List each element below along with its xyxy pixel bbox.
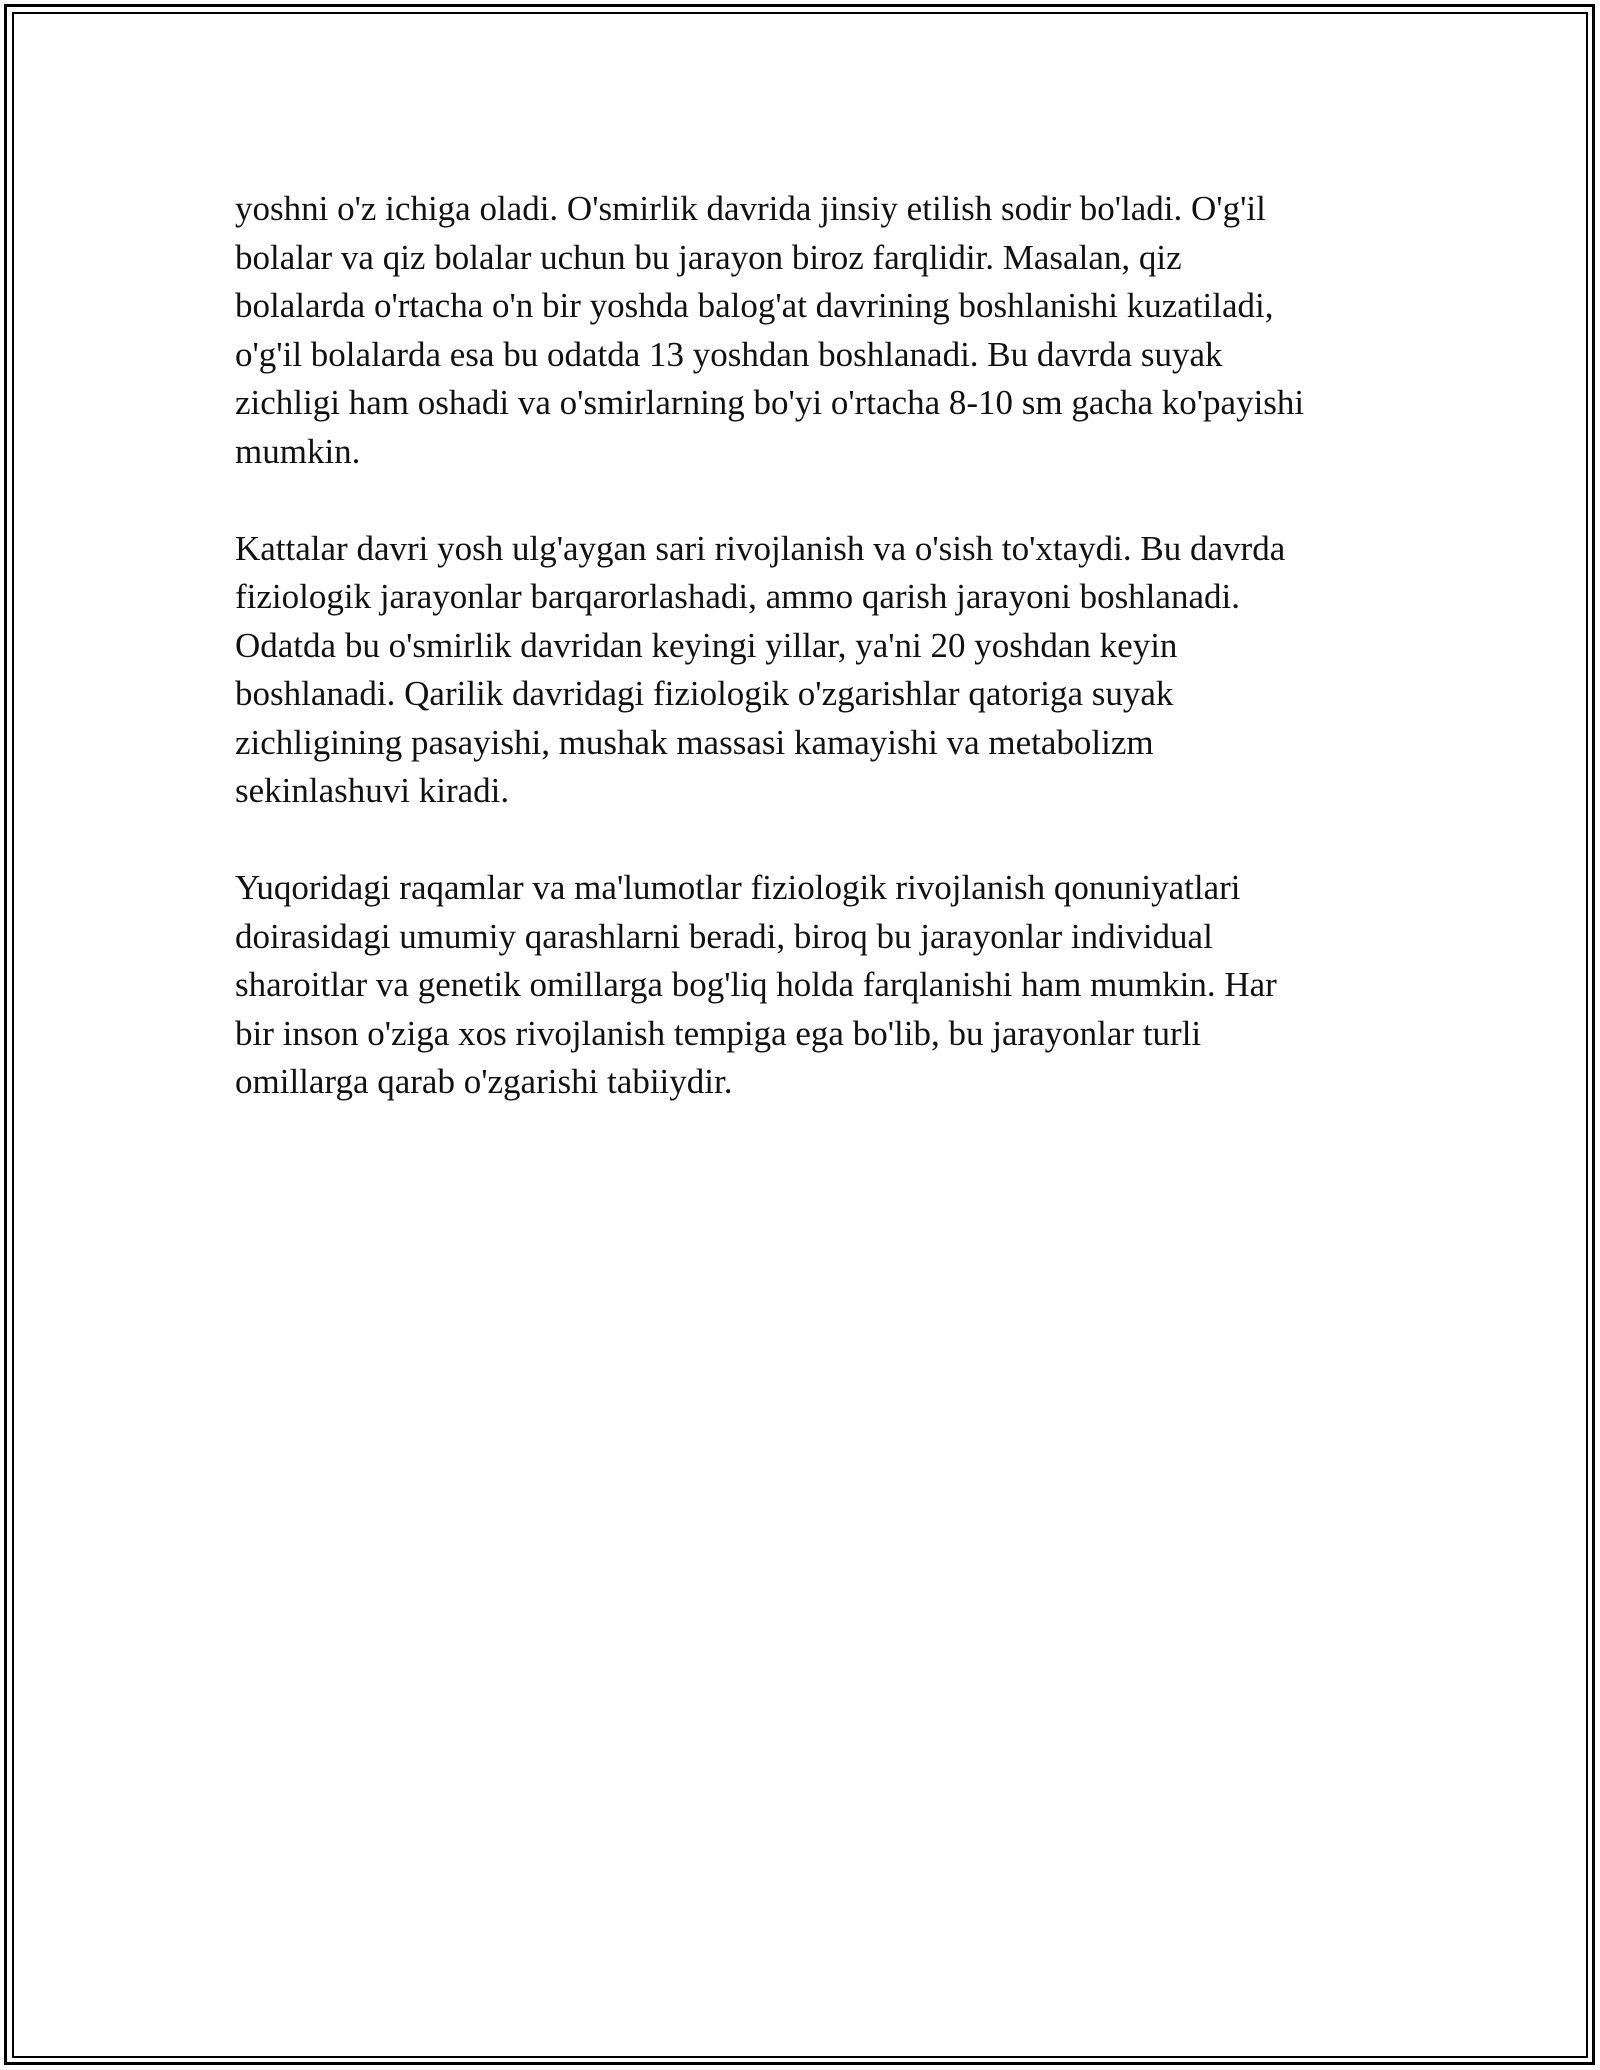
text-line: omillarga qarab o'zgarishi tabiiydir. bbox=[235, 1062, 733, 1101]
text-line: yoshni o'z ichiga oladi. O'smirlik davrida jinsiy etilish sodir bo'ladi. O'g'il bbox=[235, 189, 1266, 228]
text-line: o'g'il bolalarda esa bu odatda 13 yoshdan boshlanadi. Bu davrda suyak bbox=[235, 334, 1223, 374]
text-line: bolalarda o'rtacha o'n bir yoshda balog'at davrining boshlanishi kuzatiladi, bbox=[235, 286, 1274, 325]
text-line: sharoitlar va genetik omillarga bog'liq holda farqlanishi ham mumkin. Har bbox=[235, 965, 1277, 1004]
text-line: Kattalar davri yosh ulg'aygan sari rivojlanish va o'sish to'xtaydi. Bu davrda bbox=[235, 528, 1286, 568]
text-line: sekinlashuvi kiradi. bbox=[235, 771, 510, 810]
text-line: Yuqoridagi raqamlar va ma'lumotlar fiziologik rivojlanish qonuniyatlari bbox=[235, 868, 1241, 907]
text-line: doirasidagi umumiy qarashlarni beradi, biroq bu jarayonlar individual bbox=[235, 916, 1213, 956]
text-line: zichligi ham oshadi va o'smirlarning bo'yi o'rtacha 8-10 sm gacha ko'payishi bbox=[235, 383, 1305, 422]
text-line: boshlanadi. Qarilik davridagi fiziologik o'zgarishlar qatoriga suyak bbox=[235, 674, 1174, 713]
paragraph-1 bbox=[235, 185, 1415, 476]
text-line: zichligining pasayishi, mushak massasi kamayishi va metabolizm bbox=[235, 722, 1154, 762]
text-line: fiziologik jarayonlar barqarorlashadi, ammo qarish jarayoni boshlanadi. bbox=[235, 577, 1240, 616]
text-line: bolalar va qiz bolalar uchun bu jarayon biroz farqlidir. Masalan, qiz bbox=[235, 237, 1182, 277]
text-line: Odatda bu o'smirlik davridan keyingi yillar, ya'ni 20 yoshdan keyin bbox=[235, 625, 1178, 665]
paragraph-3 bbox=[235, 864, 1415, 1107]
document-body bbox=[235, 185, 1415, 1155]
text-line: mumkin. bbox=[235, 431, 361, 471]
paragraph-2 bbox=[235, 525, 1415, 816]
text-line: bir inson o'ziga xos rivojlanish tempiga ega bo'lib, bu jarayonlar turli bbox=[235, 1013, 1202, 1053]
